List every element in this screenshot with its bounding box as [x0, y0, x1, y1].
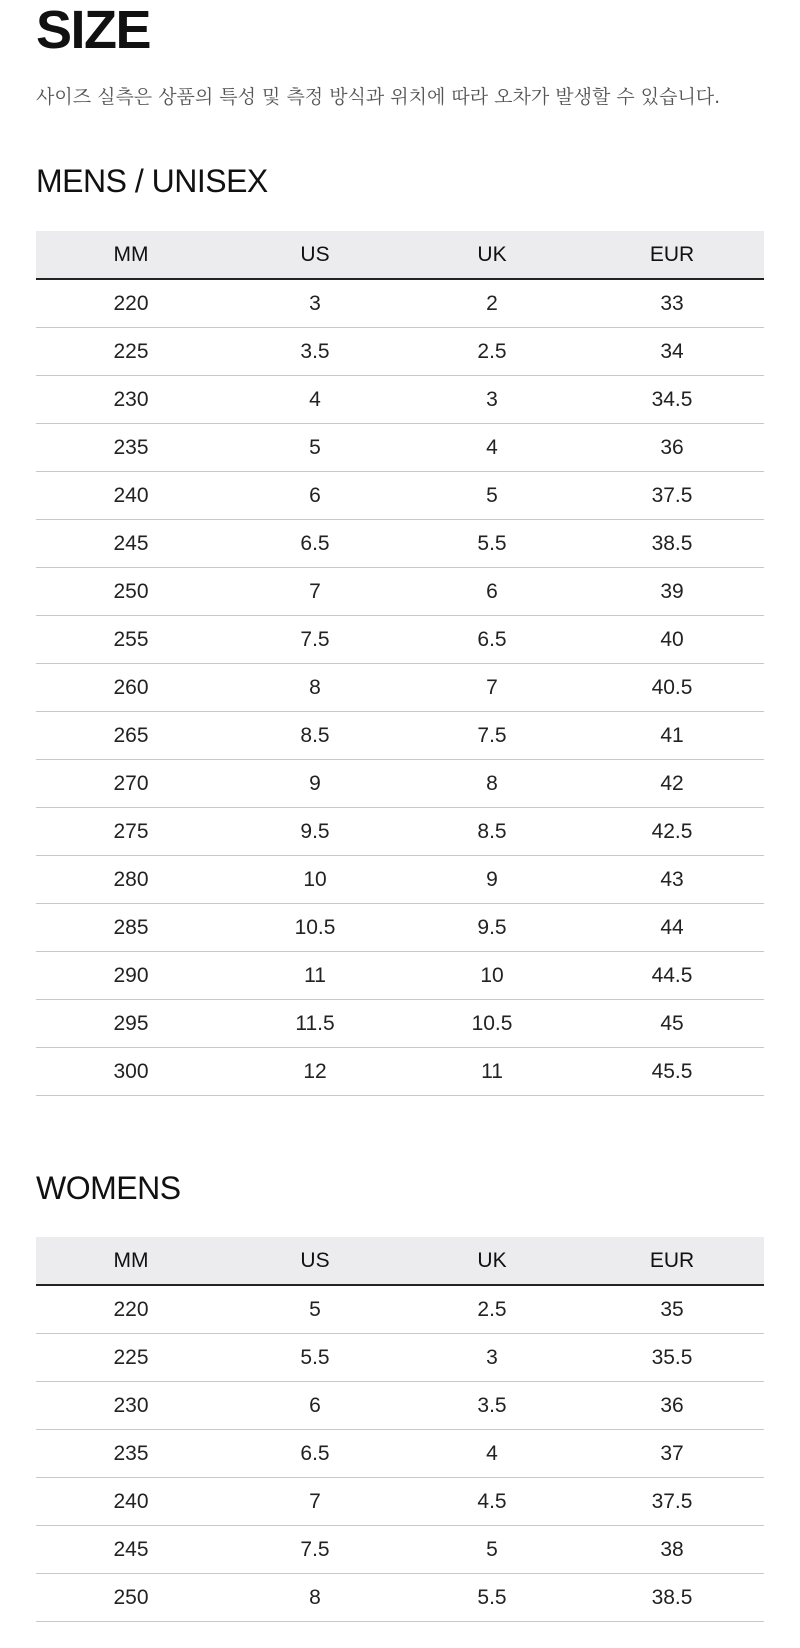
cell-us: 7.5 [226, 1526, 404, 1574]
table-row [36, 856, 764, 904]
cell-us: 3 [226, 279, 404, 328]
table-row [36, 568, 764, 616]
measurement-notice: 사이즈 실측은 상품의 특성 및 측정 방식과 위치에 따라 오차가 발생할 수 있습니다. [36, 86, 721, 108]
cell-uk: 6 [404, 568, 580, 616]
table-row [36, 472, 764, 520]
table-header [36, 231, 764, 279]
table-row [36, 1478, 764, 1526]
cell-mm: 255 [36, 616, 226, 664]
cell-mm: 220 [36, 279, 226, 328]
cell-us: 8 [226, 1574, 404, 1622]
table-row [36, 328, 764, 376]
table-body [36, 1285, 764, 1622]
cell-us: 5.5 [226, 1334, 404, 1382]
cell-mm: 225 [36, 328, 226, 376]
table-row [36, 904, 764, 952]
cell-us: 11 [226, 952, 404, 1000]
cell-uk: 3 [404, 376, 580, 424]
cell-uk: 5.5 [404, 520, 580, 568]
column-header-eur: EUR [580, 1237, 764, 1285]
cell-mm: 225 [36, 1334, 226, 1382]
cell-uk: 8 [404, 760, 580, 808]
table-row [36, 760, 764, 808]
cell-uk: 9.5 [404, 904, 580, 952]
cell-us: 11.5 [226, 1000, 404, 1048]
cell-mm: 275 [36, 808, 226, 856]
table-row [36, 1334, 764, 1382]
cell-eur: 44 [580, 904, 764, 952]
cell-eur: 42.5 [580, 808, 764, 856]
column-header-mm: MM [36, 1237, 226, 1285]
cell-mm: 230 [36, 376, 226, 424]
cell-us: 12 [226, 1048, 404, 1096]
cell-mm: 235 [36, 424, 226, 472]
cell-eur: 34.5 [580, 376, 764, 424]
cell-us: 5 [226, 424, 404, 472]
cell-us: 4 [226, 376, 404, 424]
header-row [36, 1237, 764, 1285]
table-row [36, 712, 764, 760]
cell-mm: 245 [36, 520, 226, 568]
column-header-us: US [226, 231, 404, 279]
cell-eur: 45.5 [580, 1048, 764, 1096]
table-row [36, 664, 764, 712]
cell-eur: 38 [580, 1526, 764, 1574]
table-row [36, 808, 764, 856]
table-row [36, 1574, 764, 1622]
table-header [36, 1237, 764, 1285]
cell-uk: 2.5 [404, 328, 580, 376]
header-row [36, 231, 764, 279]
cell-uk: 4.5 [404, 1478, 580, 1526]
cell-us: 6.5 [226, 520, 404, 568]
cell-uk: 7 [404, 664, 580, 712]
cell-us: 10 [226, 856, 404, 904]
cell-eur: 44.5 [580, 952, 764, 1000]
cell-eur: 34 [580, 328, 764, 376]
cell-eur: 37.5 [580, 472, 764, 520]
table-row [36, 520, 764, 568]
table-body [36, 279, 764, 1096]
cell-us: 8 [226, 664, 404, 712]
cell-eur: 41 [580, 712, 764, 760]
cell-us: 7 [226, 568, 404, 616]
table-row [36, 1430, 764, 1478]
cell-mm: 300 [36, 1048, 226, 1096]
cell-uk: 6.5 [404, 616, 580, 664]
table-row [36, 1048, 764, 1096]
cell-mm: 250 [36, 1574, 226, 1622]
cell-eur: 38.5 [580, 520, 764, 568]
womens-size-table [36, 1237, 764, 1622]
cell-mm: 250 [36, 568, 226, 616]
cell-mm: 280 [36, 856, 226, 904]
cell-us: 10.5 [226, 904, 404, 952]
cell-eur: 35 [580, 1285, 764, 1334]
cell-eur: 40 [580, 616, 764, 664]
page-title: SIZE [36, 0, 151, 60]
cell-mm: 235 [36, 1430, 226, 1478]
cell-eur: 40.5 [580, 664, 764, 712]
cell-us: 7.5 [226, 616, 404, 664]
table-row [36, 616, 764, 664]
cell-us: 8.5 [226, 712, 404, 760]
cell-uk: 3.5 [404, 1382, 580, 1430]
cell-mm: 285 [36, 904, 226, 952]
cell-eur: 45 [580, 1000, 764, 1048]
cell-us: 6.5 [226, 1430, 404, 1478]
cell-uk: 2 [404, 279, 580, 328]
cell-uk: 11 [404, 1048, 580, 1096]
mens-size-table [36, 231, 764, 1096]
cell-uk: 9 [404, 856, 580, 904]
table-row [36, 424, 764, 472]
table-row [36, 1000, 764, 1048]
cell-us: 9.5 [226, 808, 404, 856]
cell-eur: 42 [580, 760, 764, 808]
column-header-mm: MM [36, 231, 226, 279]
cell-eur: 33 [580, 279, 764, 328]
table-row [36, 376, 764, 424]
cell-uk: 4 [404, 424, 580, 472]
cell-eur: 37.5 [580, 1478, 764, 1526]
cell-eur: 43 [580, 856, 764, 904]
cell-eur: 38.5 [580, 1574, 764, 1622]
column-header-uk: UK [404, 1237, 580, 1285]
cell-mm: 240 [36, 1478, 226, 1526]
cell-mm: 270 [36, 760, 226, 808]
table-row [36, 279, 764, 328]
column-header-uk: UK [404, 231, 580, 279]
cell-mm: 290 [36, 952, 226, 1000]
cell-uk: 5.5 [404, 1574, 580, 1622]
mens-section-title: MENS / UNISEX [36, 163, 268, 199]
cell-mm: 220 [36, 1285, 226, 1334]
cell-us: 7 [226, 1478, 404, 1526]
cell-uk: 5 [404, 1526, 580, 1574]
cell-mm: 260 [36, 664, 226, 712]
cell-us: 6 [226, 1382, 404, 1430]
cell-eur: 37 [580, 1430, 764, 1478]
cell-mm: 295 [36, 1000, 226, 1048]
column-header-us: US [226, 1237, 404, 1285]
cell-mm: 230 [36, 1382, 226, 1430]
cell-mm: 240 [36, 472, 226, 520]
table-row [36, 1285, 764, 1334]
womens-section-title: WOMENS [36, 1170, 181, 1206]
cell-eur: 36 [580, 1382, 764, 1430]
cell-uk: 2.5 [404, 1285, 580, 1334]
cell-us: 6 [226, 472, 404, 520]
cell-mm: 265 [36, 712, 226, 760]
table-row [36, 952, 764, 1000]
cell-us: 5 [226, 1285, 404, 1334]
cell-uk: 4 [404, 1430, 580, 1478]
cell-uk: 8.5 [404, 808, 580, 856]
column-header-eur: EUR [580, 231, 764, 279]
cell-uk: 7.5 [404, 712, 580, 760]
table-row [36, 1382, 764, 1430]
cell-uk: 3 [404, 1334, 580, 1382]
cell-uk: 5 [404, 472, 580, 520]
cell-uk: 10 [404, 952, 580, 1000]
cell-uk: 10.5 [404, 1000, 580, 1048]
cell-mm: 245 [36, 1526, 226, 1574]
cell-us: 9 [226, 760, 404, 808]
table-row [36, 1526, 764, 1574]
cell-us: 3.5 [226, 328, 404, 376]
cell-eur: 39 [580, 568, 764, 616]
cell-eur: 36 [580, 424, 764, 472]
cell-eur: 35.5 [580, 1334, 764, 1382]
